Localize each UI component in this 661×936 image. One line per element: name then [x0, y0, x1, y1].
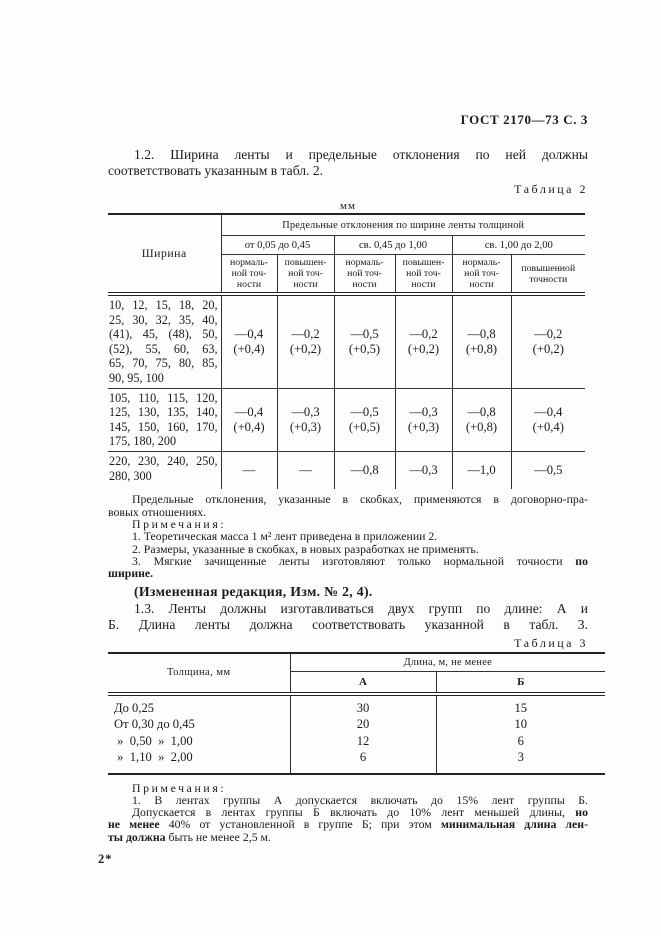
table2-value-cell: —0,4 (+0,4) [221, 388, 277, 451]
table3-group-b-values: 15 10 6 3 [436, 694, 605, 774]
table2-value-cell: —0,3 (+0,3) [277, 388, 334, 451]
paragraph-1-3-line: Б. Длина ленты должна соответствовать указанной в табл. 3. [108, 616, 588, 632]
table2-header-range-1: от 0,05 до 0,45 [221, 236, 334, 255]
table2-value-cell: — [221, 451, 277, 489]
table2-row [108, 388, 585, 451]
amendment-note: (Измененная редакция, Изм. № 2, 4). [134, 583, 373, 599]
table3-header-length: Длина, м, не менее [290, 653, 605, 672]
paragraph-1-3 [108, 601, 588, 633]
paragraph-1-3-line: 1.3. Ленты должны изготавливаться двух групп по длине: А и [134, 600, 588, 616]
table2-width-cell: 105, 110, 115, 120, 125, 130, 135, 140, 145, 150, 160, 170, 175, 180, 200 [108, 388, 221, 451]
note-line: 3. Мягкие зачищенные ленты изготовляют только нормальной точности по [132, 553, 588, 568]
table2-caption: Таблица 2 [514, 182, 588, 196]
table2-header-accuracy: нормаль- ной точ- ности [334, 255, 395, 295]
table3-header-group-b: Б [436, 671, 605, 694]
note-line: 1. Теоретическая масса 1 м² лент приведена в приложении 2. [132, 529, 438, 544]
table3-caption: Таблица 3 [514, 635, 588, 650]
table2-width-cell: 220, 230, 240, 250, 280, 300 [108, 451, 221, 489]
table2-header-range-2: св. 0,45 до 1,00 [334, 236, 452, 255]
page-signature-mark: 2* [98, 852, 113, 866]
table2-row [108, 451, 585, 489]
table2-value-cell: —0,2 (+0,2) [511, 294, 585, 388]
table2-value-cell: —1,0 [452, 451, 511, 489]
note-line: не менее 40% от установленной в группе Б; при этом минимальная длина лен- [108, 817, 588, 832]
table2-value-cell: —0,3 [395, 451, 452, 489]
note-line: Предельные отклонения, указанные в скобках, применяются в договорно-пра- [132, 492, 588, 507]
note-line: 1. В лентах группы А допускается включать до 15% лент группы Б. [132, 792, 588, 807]
table3-header-group-a: А [290, 671, 436, 694]
table2-header-accuracy: нормаль- ной точ- ности [452, 255, 511, 295]
table2-value-cell: —0,4 (+0,4) [221, 294, 277, 388]
paragraph-1-2 [108, 147, 588, 179]
table2-value-cell: —0,8 [334, 451, 395, 489]
note-line: вовых отношениях. [108, 504, 207, 519]
table2-value-cell: — [277, 451, 334, 489]
table2-value-cell: —0,5 (+0,5) [334, 388, 395, 451]
page-header-gost-number: ГОСТ 2170—73 С. 3 [460, 112, 588, 127]
table2-width-cell: 10, 12, 15, 18, 20, 25, 30, 32, 35, 40, (41), 45, (48), 50, (52), 55, 60, 63, 65, 70, 75, 80, 85, 90, 95, 100 [109, 298, 218, 385]
table2-value-cell: —0,8 (+0,8) [452, 388, 511, 451]
note-line: 2. Размеры, указанные в скобках, в новых разработках не применять. [132, 541, 479, 556]
paragraph-1-2-line: 1.2. Ширина ленты и предельные отклонения по ней должны [134, 147, 588, 162]
table2-value-cell: —0,2 (+0,2) [277, 294, 334, 388]
table2-header-accuracy: повышен- ной точ- ности [277, 255, 334, 295]
table2-width-deviations [108, 213, 585, 489]
table3-length-groups [108, 652, 605, 775]
table2-value-cell: —0,2 (+0,2) [395, 294, 452, 388]
table3-group-a-values: 30 20 12 6 [290, 694, 436, 774]
table2-value-cell: —0,4 (+0,4) [511, 388, 585, 451]
table2-value-cell: —0,5 (+0,5) [334, 294, 395, 388]
table2-row [108, 294, 585, 388]
table2-unit-label: мм [340, 200, 356, 212]
table2-header-width: Ширина [108, 214, 221, 294]
table2-header-deviations: Предельные отклонения по ширине ленты толщиной [221, 214, 585, 236]
note-line: Допускается в лентах группы Б включать до 10% лент меньшей длины, но [132, 805, 588, 820]
table2-header-accuracy: нормаль- ной точ- ности [221, 255, 277, 295]
table2-value-cell: —0,5 [511, 451, 585, 489]
note-line: ты должна быть не менее 2,5 м. [108, 829, 271, 844]
table3-thickness-cell: До 0,25 От 0,30 до 0,45 » 0,50 » 1,00 » 1,10 » 2,00 [108, 694, 290, 774]
notes-heading: Примечания: [132, 780, 227, 795]
table2-header-accuracy: повышен- ной точ- ности [395, 255, 452, 295]
table3-header-thickness: Толщина, мм [108, 653, 290, 694]
notes-heading: Примечания: [132, 517, 227, 532]
table2-header-accuracy: повышенной точности [511, 255, 585, 295]
table2-notes [108, 493, 588, 579]
table3-data [108, 694, 605, 774]
note-line: ширине. [108, 566, 154, 581]
table3-notes [108, 782, 588, 843]
table2-header-range-3: св. 1,00 до 2,00 [452, 236, 585, 255]
table2-value-cell: —0,3 (+0,3) [395, 388, 452, 451]
paragraph-1-2-line: соответствовать указанным в табл. 2. [108, 163, 324, 178]
table2-value-cell: —0,8 (+0,8) [452, 294, 511, 388]
